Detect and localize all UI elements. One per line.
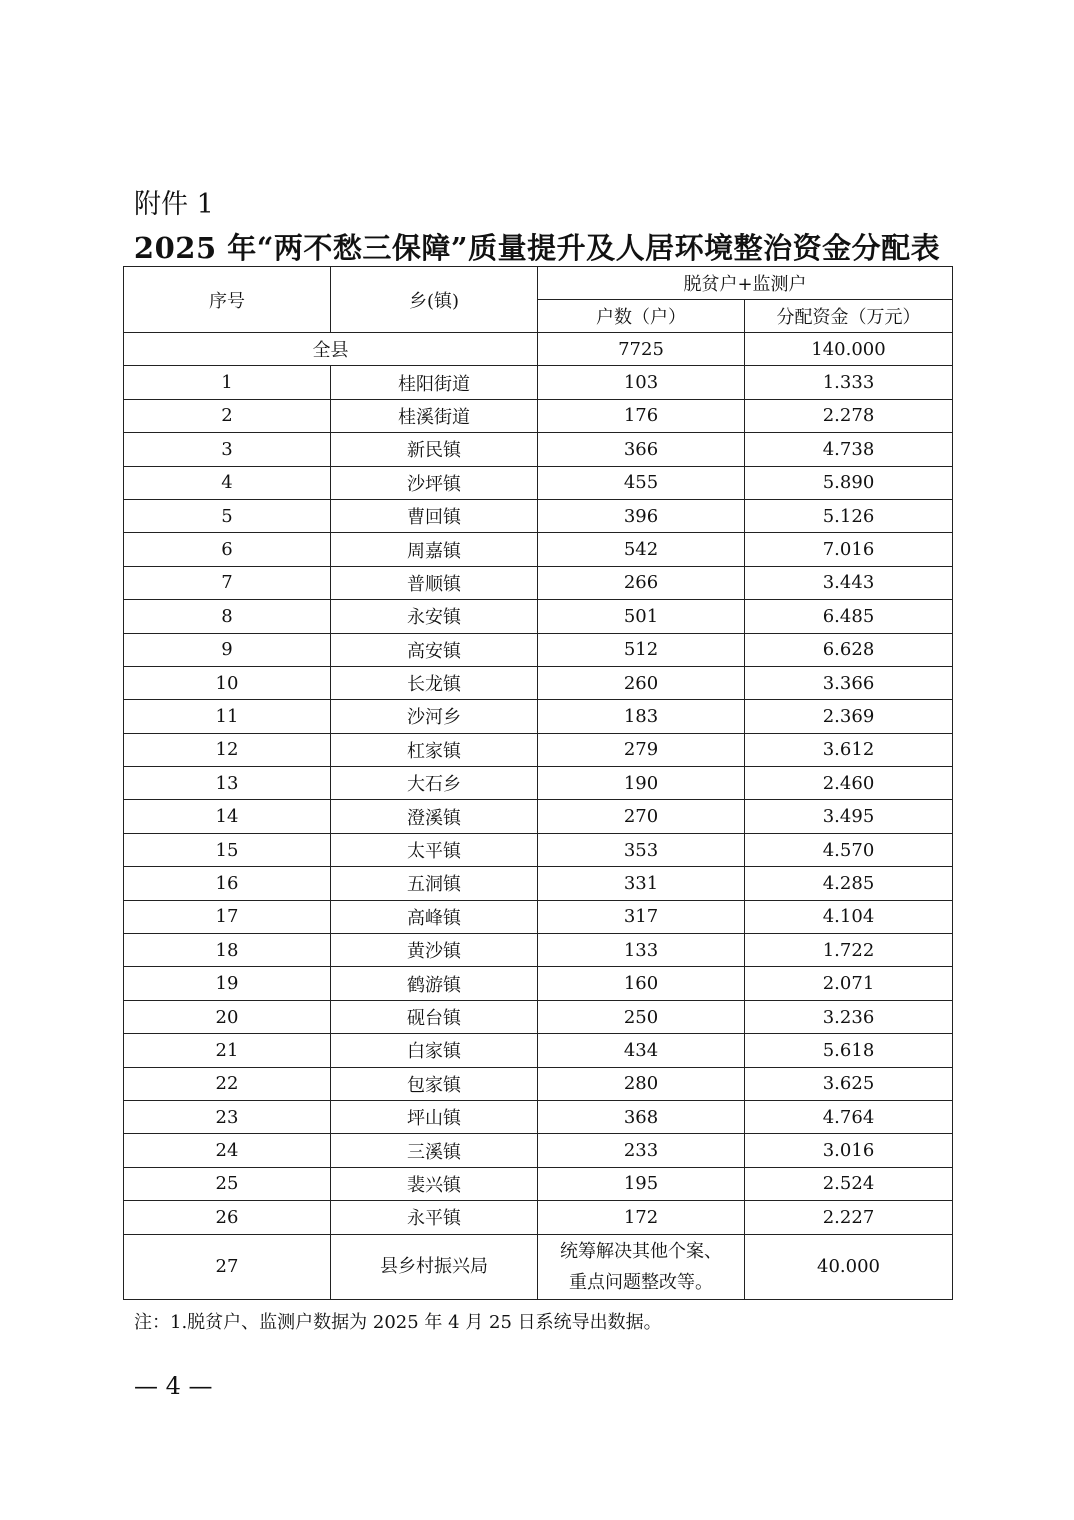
cell-town: 桂溪街道 <box>331 399 538 432</box>
table-row <box>124 566 953 599</box>
cell-no: 27 <box>124 1234 331 1299</box>
cell-town: 裴兴镇 <box>331 1167 538 1200</box>
cell-no: 5 <box>124 499 331 532</box>
cell-town: 长龙镇 <box>331 666 538 699</box>
cell-households: 331 <box>538 867 745 900</box>
cell-funds: 40.000 <box>745 1234 953 1299</box>
cell-town: 桂阳街道 <box>331 366 538 399</box>
table-row <box>124 399 953 432</box>
cell-no: 25 <box>124 1167 331 1200</box>
cell-town: 普顺镇 <box>331 566 538 599</box>
cell-funds: 4.764 <box>745 1100 953 1133</box>
cell-funds: 6.628 <box>745 633 953 666</box>
cell-town: 永平镇 <box>331 1201 538 1234</box>
table-row <box>124 533 953 566</box>
cell-households: 160 <box>538 967 745 1000</box>
cell-funds: 1.722 <box>745 934 953 967</box>
cell-households: 176 <box>538 399 745 432</box>
table-row <box>124 466 953 499</box>
table-row <box>124 666 953 699</box>
cell-town: 高峰镇 <box>331 900 538 933</box>
cell-town: 永安镇 <box>331 600 538 633</box>
cell-funds: 4.285 <box>745 867 953 900</box>
cell-town: 大石乡 <box>331 767 538 800</box>
cell-funds: 5.890 <box>745 466 953 499</box>
header-seq: 序号 <box>124 267 331 333</box>
cell-households: 172 <box>538 1201 745 1234</box>
total-households: 7725 <box>538 333 745 366</box>
cell-households: 542 <box>538 533 745 566</box>
cell-households: 434 <box>538 1034 745 1067</box>
cell-households: 270 <box>538 800 745 833</box>
header-town: 乡(镇) <box>331 267 538 333</box>
cell-households: 250 <box>538 1000 745 1033</box>
cell-town: 鹤游镇 <box>331 967 538 1000</box>
cell-no: 20 <box>124 1000 331 1033</box>
table-row <box>124 1167 953 1200</box>
header-households: 户数（户） <box>538 300 745 333</box>
cell-funds: 6.485 <box>745 600 953 633</box>
table-row <box>124 1067 953 1100</box>
table-row <box>124 700 953 733</box>
total-funds: 140.000 <box>745 333 953 366</box>
table-row <box>124 833 953 866</box>
cell-households: 190 <box>538 767 745 800</box>
footnote: 注：1.脱贫户、监测户数据为 2025 年 4 月 25 日系统导出数据。 <box>134 1312 662 1333</box>
cell-no: 17 <box>124 900 331 933</box>
cell-town: 黄沙镇 <box>331 934 538 967</box>
cell-funds: 3.612 <box>745 733 953 766</box>
cell-funds: 4.570 <box>745 833 953 866</box>
cell-funds: 3.443 <box>745 566 953 599</box>
cell-funds: 3.366 <box>745 666 953 699</box>
table-row <box>124 1134 953 1167</box>
note-line-2: 重点问题整改等。 <box>569 1271 713 1293</box>
header-funds: 分配资金（万元） <box>745 300 953 333</box>
cell-households: 183 <box>538 700 745 733</box>
table-row <box>124 1100 953 1133</box>
cell-no: 13 <box>124 767 331 800</box>
cell-town: 高安镇 <box>331 633 538 666</box>
cell-households: 103 <box>538 366 745 399</box>
cell-no: 19 <box>124 967 331 1000</box>
cell-no: 4 <box>124 466 331 499</box>
attachment-label: 附件 1 <box>134 189 214 220</box>
total-label: 全县 <box>124 333 538 366</box>
table-row-last <box>124 1234 953 1299</box>
cell-town: 三溪镇 <box>331 1134 538 1167</box>
cell-households: 233 <box>538 1134 745 1167</box>
cell-no: 21 <box>124 1034 331 1067</box>
cell-funds: 2.460 <box>745 767 953 800</box>
cell-funds: 5.126 <box>745 499 953 532</box>
table-row <box>124 1201 953 1234</box>
cell-households: 317 <box>538 900 745 933</box>
table-row <box>124 1034 953 1067</box>
note-line-1: 统筹解决其他个案、 <box>560 1240 722 1262</box>
cell-no: 8 <box>124 600 331 633</box>
cell-households: 512 <box>538 633 745 666</box>
cell-households: 501 <box>538 600 745 633</box>
cell-households: 266 <box>538 566 745 599</box>
cell-no: 18 <box>124 934 331 967</box>
cell-households: 260 <box>538 666 745 699</box>
cell-town: 沙坪镇 <box>331 466 538 499</box>
cell-no: 6 <box>124 533 331 566</box>
cell-funds: 3.625 <box>745 1067 953 1100</box>
cell-funds: 2.524 <box>745 1167 953 1200</box>
cell-funds: 3.495 <box>745 800 953 833</box>
cell-funds: 5.618 <box>745 1034 953 1067</box>
cell-households: 280 <box>538 1067 745 1100</box>
table-title: 2025 年“两不愁三保障”质量提升及人居环境整治资金分配表 <box>133 231 941 265</box>
cell-town: 沙河乡 <box>331 700 538 733</box>
cell-town: 坪山镇 <box>331 1100 538 1133</box>
cell-funds: 4.104 <box>745 900 953 933</box>
allocation-table <box>123 266 953 1300</box>
cell-households: 455 <box>538 466 745 499</box>
cell-funds: 3.016 <box>745 1134 953 1167</box>
table-row <box>124 433 953 466</box>
table-row <box>124 900 953 933</box>
cell-town: 五洞镇 <box>331 867 538 900</box>
table-row <box>124 800 953 833</box>
cell-town: 新民镇 <box>331 433 538 466</box>
cell-funds: 7.016 <box>745 533 953 566</box>
total-row <box>124 333 953 366</box>
table-row <box>124 499 953 532</box>
cell-households: 195 <box>538 1167 745 1200</box>
cell-funds: 2.278 <box>745 399 953 432</box>
cell-households: 396 <box>538 499 745 532</box>
cell-households: 133 <box>538 934 745 967</box>
table-row <box>124 600 953 633</box>
cell-households: 368 <box>538 1100 745 1133</box>
cell-no: 9 <box>124 633 331 666</box>
cell-town: 太平镇 <box>331 833 538 866</box>
cell-funds: 4.738 <box>745 433 953 466</box>
table-row <box>124 733 953 766</box>
cell-no: 11 <box>124 700 331 733</box>
cell-town: 周嘉镇 <box>331 533 538 566</box>
cell-no: 22 <box>124 1067 331 1100</box>
cell-funds: 2.227 <box>745 1201 953 1234</box>
cell-funds: 1.333 <box>745 366 953 399</box>
cell-town: 县乡村振兴局 <box>331 1234 538 1299</box>
table-row <box>124 1000 953 1033</box>
cell-town: 包家镇 <box>331 1067 538 1100</box>
cell-households: 366 <box>538 433 745 466</box>
cell-town: 曹回镇 <box>331 499 538 532</box>
cell-households-note <box>538 1234 745 1299</box>
table-row <box>124 867 953 900</box>
table-row <box>124 967 953 1000</box>
cell-no: 3 <box>124 433 331 466</box>
table-row <box>124 934 953 967</box>
cell-no: 10 <box>124 666 331 699</box>
cell-town: 砚台镇 <box>331 1000 538 1033</box>
cell-no: 7 <box>124 566 331 599</box>
cell-no: 14 <box>124 800 331 833</box>
table-row <box>124 767 953 800</box>
table-row <box>124 633 953 666</box>
cell-town: 杠家镇 <box>331 733 538 766</box>
cell-households: 353 <box>538 833 745 866</box>
cell-no: 2 <box>124 399 331 432</box>
cell-no: 12 <box>124 733 331 766</box>
cell-no: 24 <box>124 1134 331 1167</box>
page-number: — 4 — <box>134 1372 213 1400</box>
cell-town: 白家镇 <box>331 1034 538 1067</box>
cell-funds: 2.369 <box>745 700 953 733</box>
cell-no: 23 <box>124 1100 331 1133</box>
cell-town: 澄溪镇 <box>331 800 538 833</box>
cell-funds: 2.071 <box>745 967 953 1000</box>
cell-funds: 3.236 <box>745 1000 953 1033</box>
cell-no: 15 <box>124 833 331 866</box>
cell-households: 279 <box>538 733 745 766</box>
cell-no: 16 <box>124 867 331 900</box>
cell-no: 26 <box>124 1201 331 1234</box>
header-group: 脱贫户+监测户 <box>538 267 953 300</box>
table-row <box>124 366 953 399</box>
cell-no: 1 <box>124 366 331 399</box>
